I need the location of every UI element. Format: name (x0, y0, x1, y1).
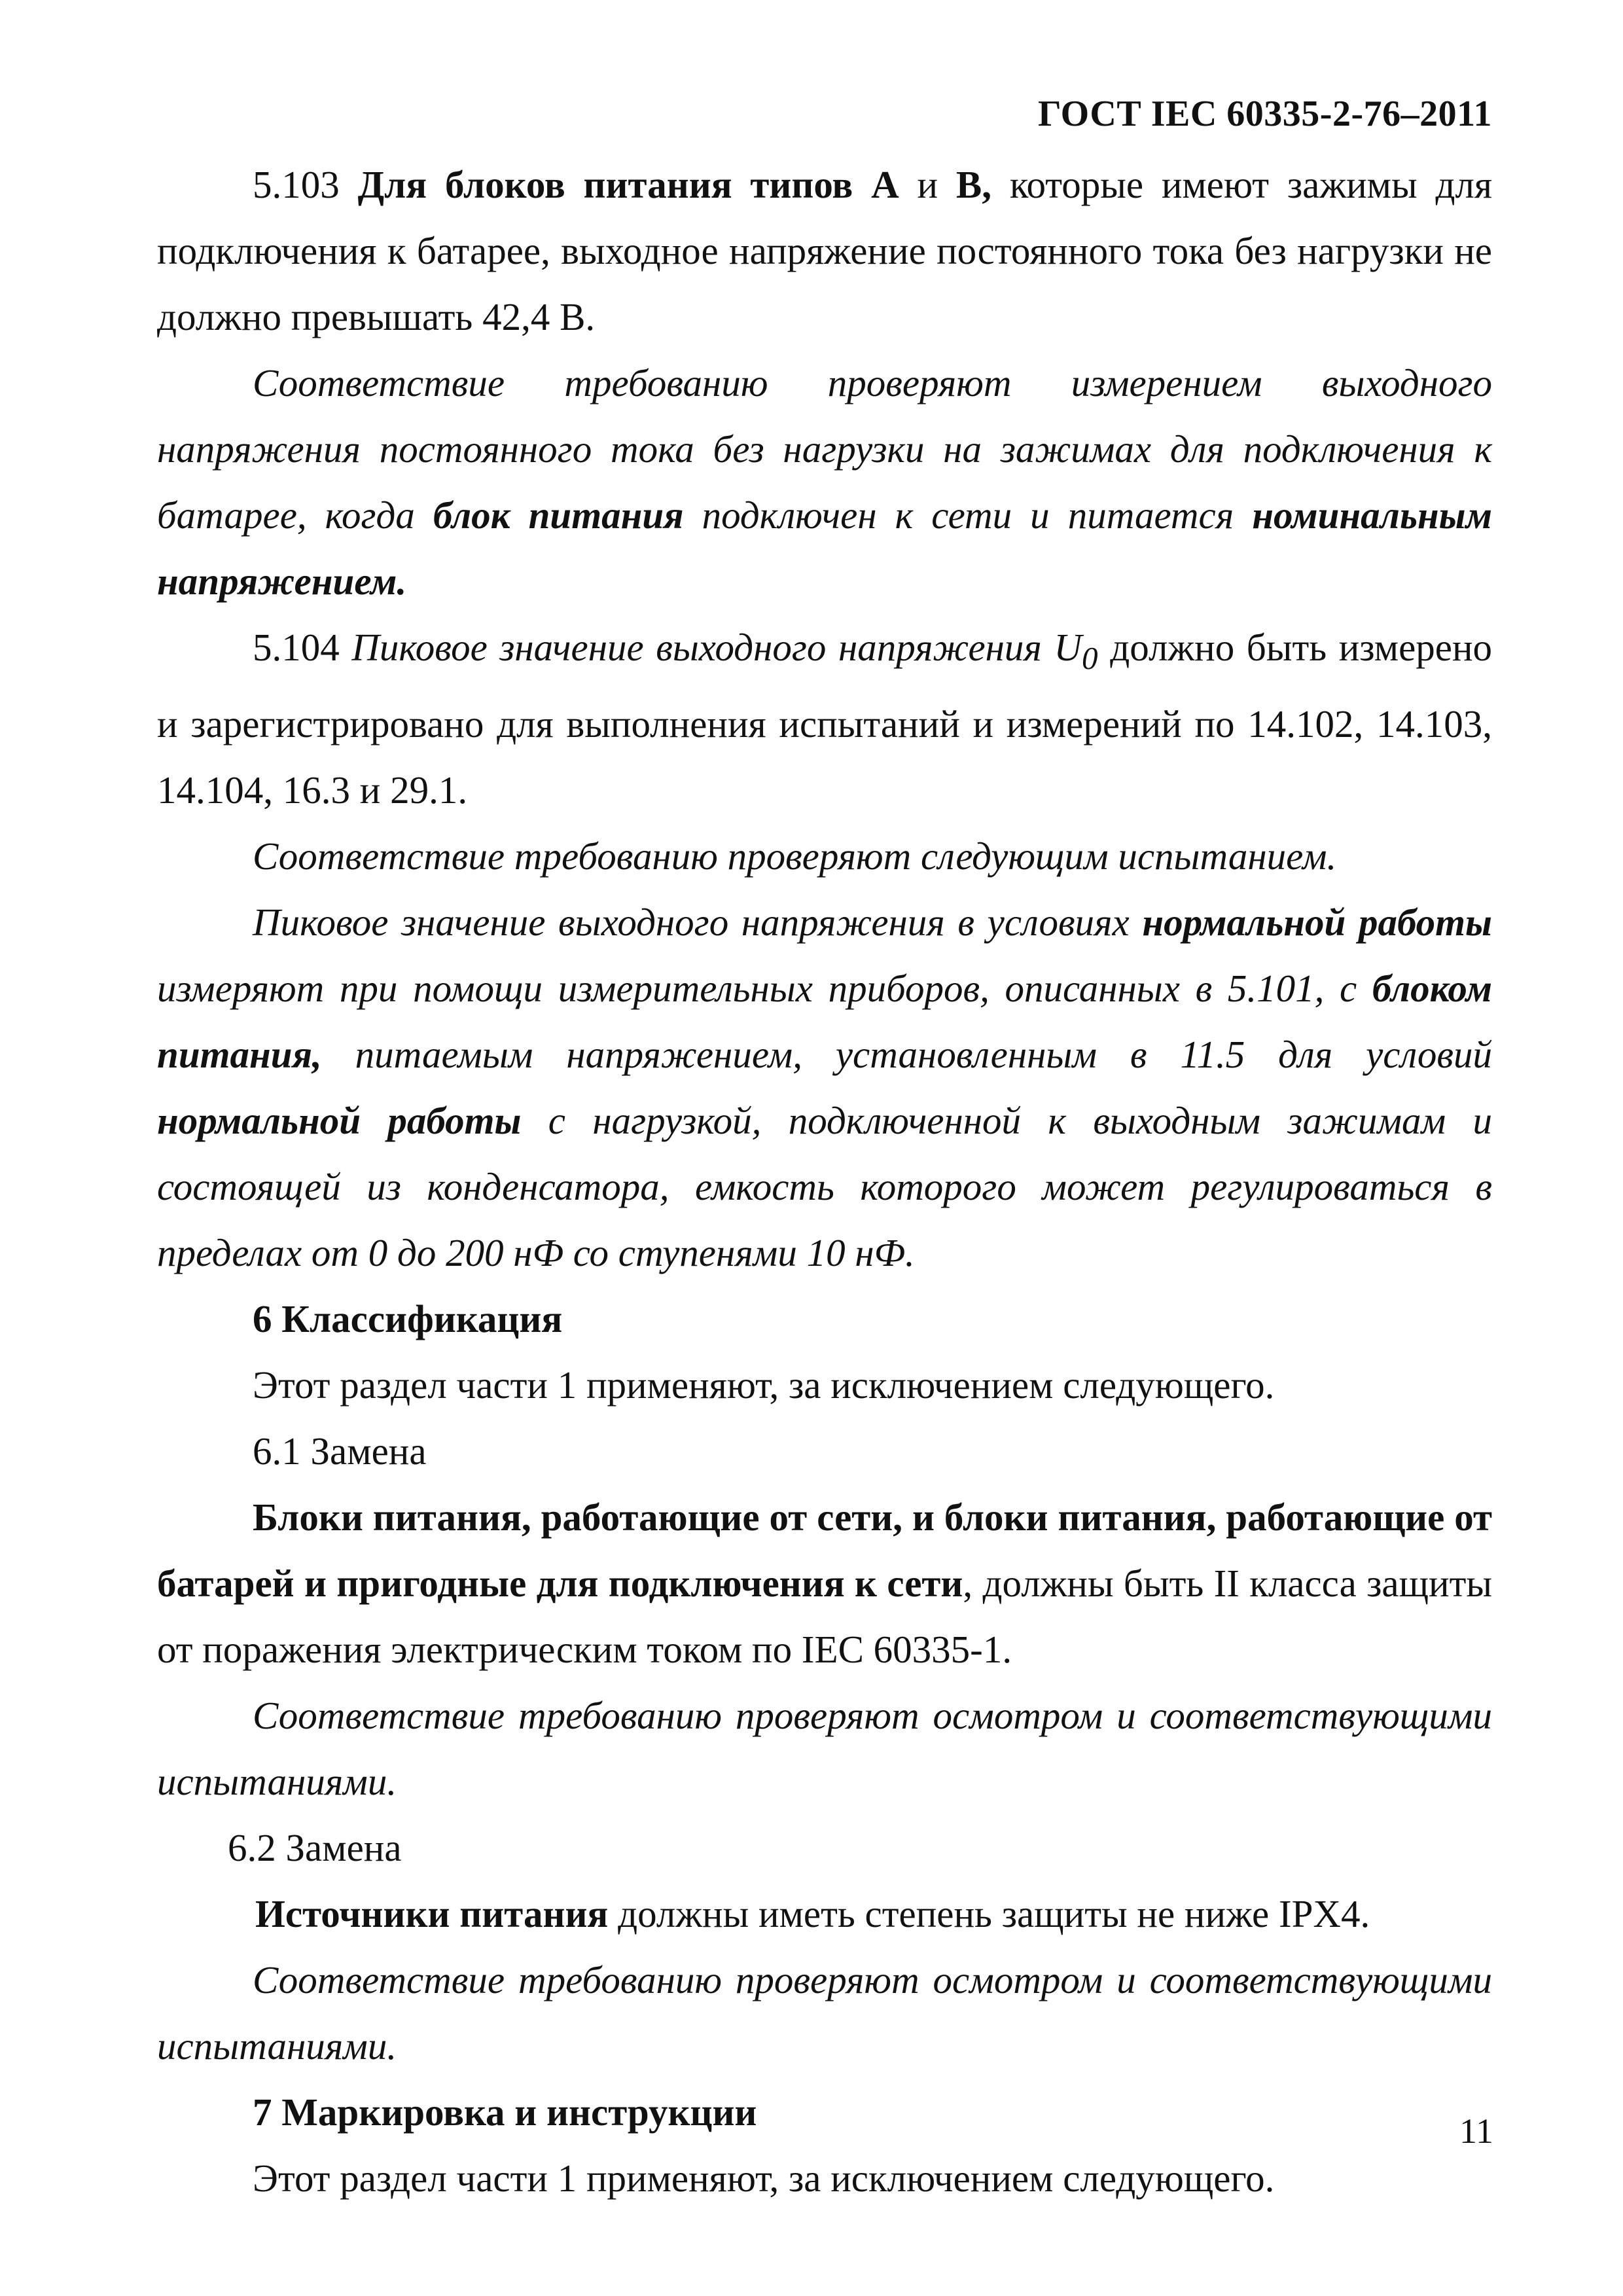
bold-term: В, (955, 163, 992, 206)
paragraph-peak-test (157, 889, 1492, 1286)
paragraph-5-103 (157, 152, 1492, 350)
text-run: с нагрузкой, подключенной к выходным зажимам и состоящей из конденсатора, емкость которого может регулироваться в пределах от 0 до 200 нФ со ступенями 10 нФ. (157, 1098, 1493, 1274)
bold-term: нормальной работы (157, 1098, 522, 1142)
bold-term: блок питания (433, 493, 684, 537)
paragraph-compliance-6-2: Соответствие требованию проверяют осмотром и соответствующими испытаниями. (157, 1958, 1492, 2068)
paragraph-6-1 (157, 1484, 1492, 1683)
bold-term: Для блоков питания типов А (357, 163, 899, 206)
text-run: Соответствие требованию проверяют измерением выходного напряжения постоянного тока без нагрузки на зажимах для подключения к батарее, когда (157, 361, 1492, 537)
section-6-heading: 6 Классификация (253, 1297, 563, 1340)
italic-text: Пиковое значение выходного напряжения (351, 626, 1042, 669)
paragraph-compliance-6-1: Соответствие требованию проверяют осмотром и соответствующими испытаниями. (157, 1693, 1492, 1803)
clause-number: 5.103 (253, 163, 340, 206)
paragraph-6-2 (157, 1881, 1492, 1947)
section-7-heading: 7 Маркировка и инструкции (253, 2090, 757, 2134)
text-run: должны иметь степень защиты не ниже IPX4. (618, 1892, 1370, 1935)
section-6-intro: Этот раздел части 1 применяют, за исключением следующего. (253, 1363, 1275, 1407)
text-run: подключен к сети и питается (702, 493, 1234, 537)
section-6-1-heading: 6.1 Замена (253, 1429, 427, 1473)
text-run: Пиковое значение выходного напряжения в условиях (253, 900, 1130, 944)
bold-term: номинальным напряжением. (157, 493, 1493, 603)
paragraph-compliance-5-103 (157, 350, 1492, 615)
text-run: , должны быть II класса защиты от поражения электрическим током по IEC 60335-1. (157, 1561, 1492, 1671)
bold-term: Блоки питания, работающие от сети, и блоки питания, работающие от батарей и пригодные для подключения к сети (157, 1495, 1492, 1605)
section-6-2-heading: 6.2 Замена (228, 1825, 402, 1869)
document-body (157, 152, 1492, 2212)
voltage-subscript: 0 (1082, 639, 1098, 676)
bold-term: нормальной работы (1142, 900, 1492, 944)
text-run: которые имеют зажимы для подключения к батарее, выходное напряжение постоянного тока без нагрузки не должно превышать 42,4 В. (157, 163, 1493, 338)
bold-term: блоком питания, (157, 966, 1493, 1076)
paragraph-compliance-5-104: Соответствие требованию проверяют следующим испытанием. (253, 834, 1337, 878)
text-run: и (917, 163, 938, 206)
bold-term: Источники питания (255, 1892, 609, 1935)
text-run: измеряют при помощи измерительных приборов, описанных в 5.101, с (157, 966, 1357, 1010)
section-7-intro: Этот раздел части 1 применяют, за исключением следующего. (253, 2156, 1275, 2200)
voltage-symbol: $U_0$ (1054, 626, 1098, 676)
document-header: ГОСТ IEC 60335-2-76–2011 (1037, 94, 1492, 134)
text-run: должно быть измерено и зарегистрировано для выполнения испытаний и измерений по 14.102, 14.103, 14.104, 16.3 и 29.1. (157, 626, 1493, 812)
page-number: 11 (1459, 2111, 1493, 2151)
paragraph-5-104 (157, 615, 1492, 823)
text-run: питаемым напряжением, установленным в 11.5 для условий (355, 1032, 1492, 1076)
clause-number: 5.104 (253, 626, 340, 669)
